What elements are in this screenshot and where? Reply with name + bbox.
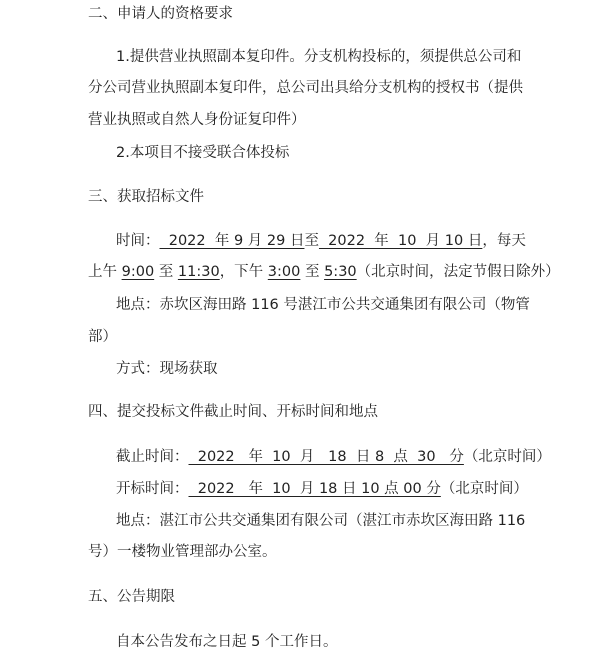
opening-time	[116, 479, 528, 499]
opening-place-line-2: 号）一楼物业管理部办公室。	[88, 544, 277, 560]
hours-to-2: 至	[300, 264, 325, 280]
deadline-value: 2022 年 10 月 18 日 8 点 30 分	[188, 449, 464, 465]
section-4-heading: 四、提交投标文件截止时间、开标时间和地点	[88, 404, 378, 420]
section-2-heading: 二、申请人的资格要求	[88, 6, 233, 22]
announcement-period: 自本公告发布之日起 5 个工作日。	[116, 634, 338, 650]
am-start: 9:00	[121, 264, 155, 280]
time-label: 时间：	[116, 233, 160, 249]
opening-value: 2022 年 10 月 18 日 10 点 00 分	[188, 481, 441, 497]
deadline-label: 截止时间：	[116, 449, 189, 465]
time-to: 至	[304, 233, 319, 249]
submission-deadline	[116, 447, 551, 467]
section-2-item-1-line-1: 1.提供营业执照副本复印件。分支机构投标的，须提供总公司和	[116, 49, 522, 65]
hours-to-1: 至	[154, 264, 178, 280]
deadline-tail: （北京时间）	[463, 449, 551, 465]
acquisition-time	[116, 231, 526, 251]
section-5-heading: 五、公告期限	[88, 589, 175, 605]
acquisition-place-line-2: 部）	[88, 329, 117, 345]
opening-place-line-1: 地点：湛江市公共交通集团有限公司（湛江市赤坎区海田路 116	[116, 513, 526, 529]
pm-end: 5:30	[324, 264, 357, 280]
section-2-item-1-line-3: 营业执照或自然人身份证复印件）	[88, 112, 306, 128]
section-2-item-2: 2.本项目不接受联合体投标	[116, 145, 290, 161]
hours-prefix: 上午	[88, 264, 122, 280]
acquisition-hours	[88, 262, 560, 282]
pm-start: 3:00	[267, 264, 301, 280]
acquisition-method: 方式：现场获取	[116, 361, 218, 377]
am-end: 11:30	[177, 264, 220, 280]
hours-tail: （北京时间，法定节假日除外）	[356, 264, 560, 280]
time-start-date: 2022 年 9 月 29 日	[159, 233, 305, 249]
time-end-date: 2022 年 10 月 10 日	[318, 233, 483, 249]
acquisition-place-line-1: 地点：赤坎区海田路 116 号湛江市公共交通集团有限公司（物管	[116, 297, 530, 313]
section-2-item-1-line-2: 分公司营业执照副本复印件，总公司出具给分支机构的授权书（提供	[88, 80, 523, 96]
hours-mid: ，下午	[219, 264, 268, 280]
opening-tail: （北京时间）	[440, 481, 528, 497]
time-tail: ，每天	[482, 233, 526, 249]
section-3-heading: 三、获取招标文件	[88, 189, 204, 205]
opening-label: 开标时间：	[116, 481, 189, 497]
